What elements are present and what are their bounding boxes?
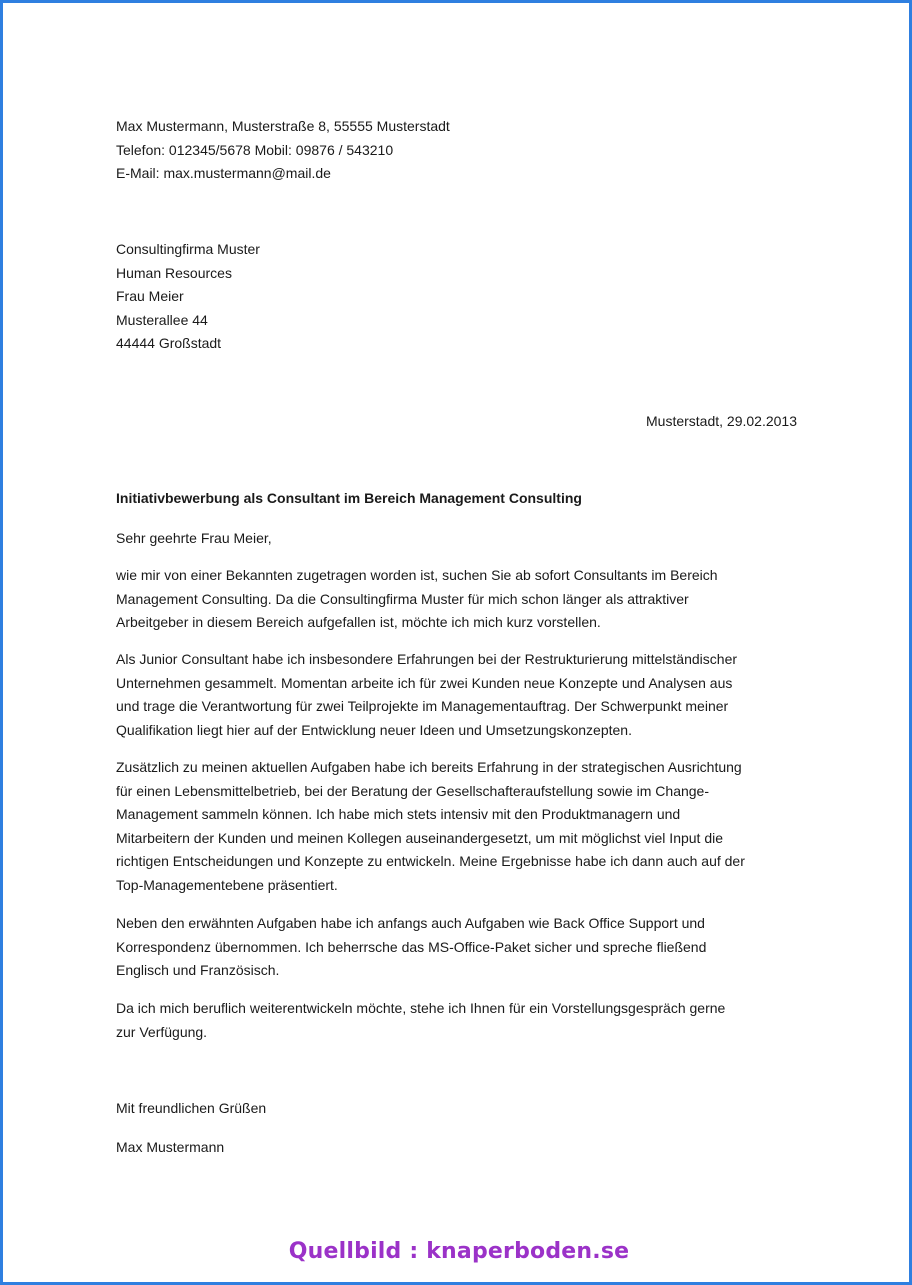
recipient-person: Frau Meier <box>116 288 184 304</box>
source-watermark: Quellbild : knaperboden.se <box>288 1239 630 1264</box>
paragraph-line: Top-Managementebene präsentiert. <box>116 876 338 893</box>
paragraph-line: Englisch und Französisch. <box>116 962 280 978</box>
paragraph-3 <box>116 756 806 897</box>
recipient-company: Consultingfirma Muster <box>116 241 260 257</box>
sender-address <box>116 115 806 186</box>
paragraph-line: Qualifikation liegt hier auf der Entwicklung neuer Ideen und Umsetzungskonzepten. <box>116 721 632 738</box>
paragraph-line: und trage die Verantwortung für zwei Teilprojekte im Managementauftrag. Der Schwerpunkt meiner <box>116 698 729 714</box>
paragraph-line: für einen Lebensmittelbetrieb, bei der Beratung der Gesellschafteraufstellung sowie im Change- <box>116 782 710 799</box>
paragraph-line: Zusätzlich zu meinen aktuellen Aufgaben habe ich bereits Erfahrung in der strategischen Ausrichtung <box>116 759 742 775</box>
paragraph-line: zur Verfügung. <box>116 1023 208 1040</box>
recipient-department: Human Resources <box>116 264 232 281</box>
letter-subject: Initiativbewerbung als Consultant im Bereich Management Consulting <box>116 490 582 506</box>
paragraph-line: wie mir von einer Bekannten zugetragen worden ist, suchen Sie ab sofort Consultants im Bereich <box>116 567 718 583</box>
paragraph-line: Arbeitgeber in diesem Bereich aufgefallen ist, möchte ich mich kurz vorstellen. <box>116 614 601 630</box>
recipient-address <box>116 238 806 356</box>
recipient-street: Musterallee 44 <box>116 311 208 328</box>
paragraph-4 <box>116 912 806 983</box>
salutation: Sehr geehrte Frau Meier, <box>116 530 272 546</box>
paragraph-line: Korrespondenz übernommen. Ich beherrsche das MS-Office-Paket sicher und spreche fließend <box>116 938 707 955</box>
paragraph-2 <box>116 648 806 742</box>
paragraph-line: Neben den erwähnten Aufgaben habe ich anfangs auch Aufgaben wie Back Office Support und <box>116 915 705 931</box>
paragraph-line: Management Consulting. Da die Consultingfirma Muster für mich schon länger als attraktiver <box>116 590 689 607</box>
paragraph-line: Unternehmen gesammelt. Momentan arbeite ich für zwei Kunden neue Konzepte und Analysen aus <box>116 674 733 691</box>
paragraph-line: Management sammeln können. Ich habe mich stets intensiv mit den Produktmanagern und <box>116 806 681 822</box>
closing-phrase: Mit freundlichen Grüßen <box>116 1100 267 1116</box>
paragraph-line: Als Junior Consultant habe ich insbesondere Erfahrungen bei der Restrukturierung mittelständischer <box>116 651 738 667</box>
paragraph-line: Da ich mich beruflich weiterentwickeln möchte, stehe ich Ihnen für ein Vorstellungsgespräch gerne <box>116 1000 726 1016</box>
paragraph-line: richtigen Entscheidungen und Konzepte zu entwickeln. Meine Ergebnisse habe ich dann auch auf der <box>116 853 745 869</box>
sender-email: E-Mail: max.mustermann@mail.de <box>116 165 331 181</box>
sender-phone: Telefon: 012345/5678 Mobil: 09876 / 543210 <box>116 141 394 158</box>
sender-name-address: Max Mustermann, Musterstraße 8, 55555 Musterstadt <box>116 118 450 134</box>
signature-name: Max Mustermann <box>116 1139 225 1155</box>
paragraph-line: Mitarbeitern der Kunden und meinen Kollegen auseinandergesetzt, um mit möglichst viel Input die <box>116 829 724 846</box>
letter-date: Musterstadt, 29.02.2013 <box>646 413 797 429</box>
paragraph-1 <box>116 564 806 635</box>
recipient-city: 44444 Großstadt <box>116 335 222 351</box>
paragraph-5 <box>116 997 806 1044</box>
